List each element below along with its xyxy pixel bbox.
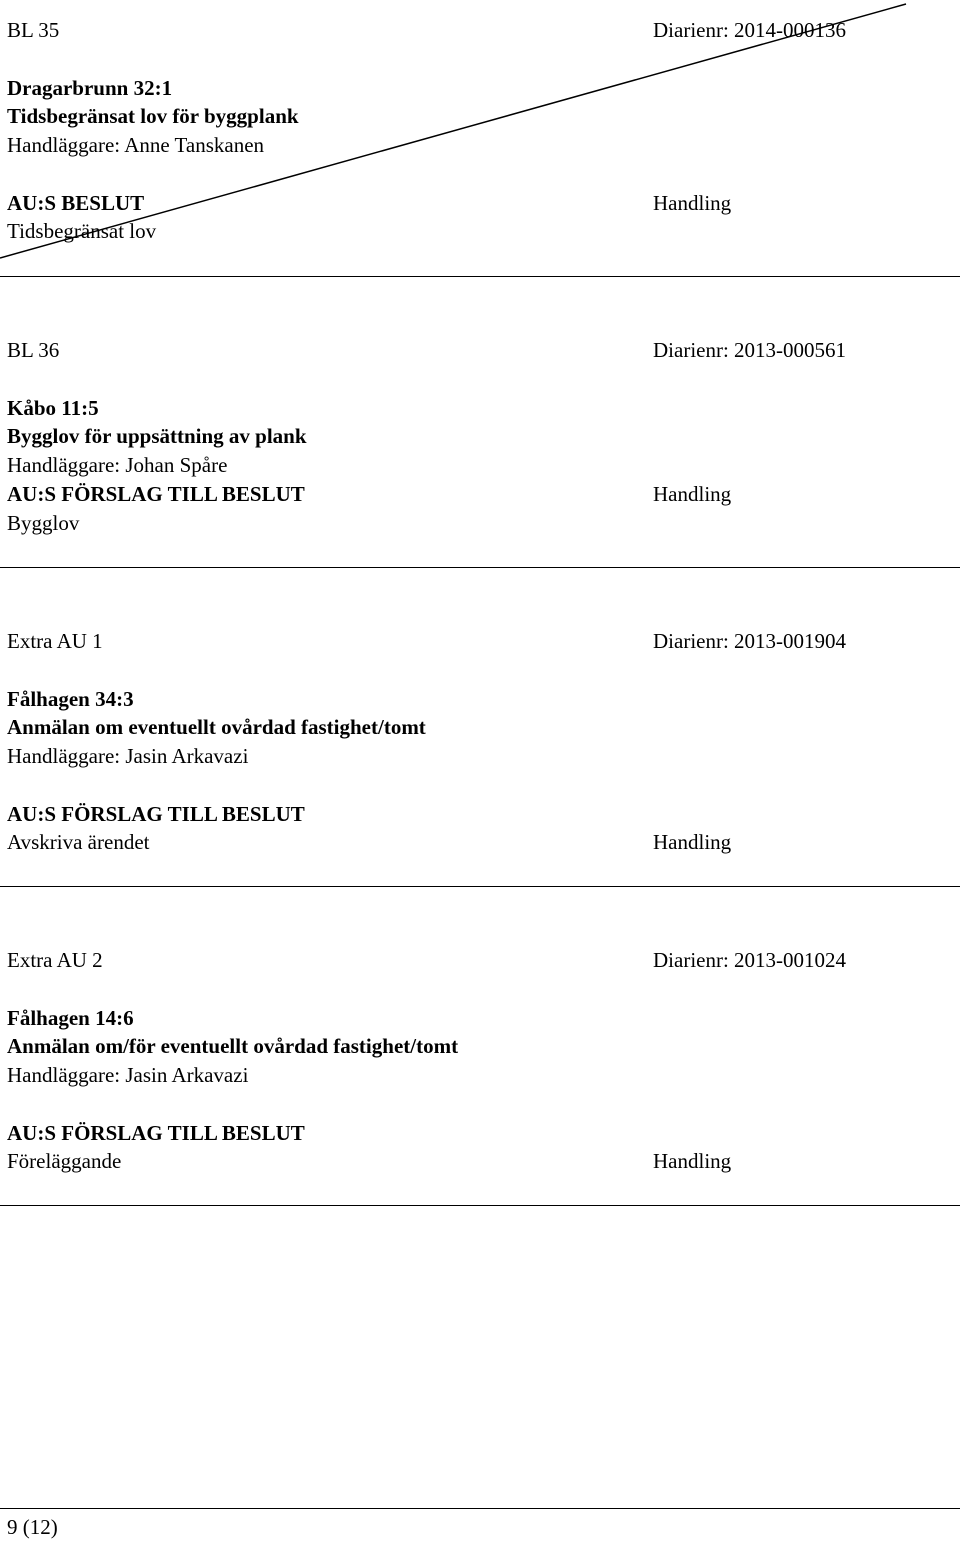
handling-label: Handling [653, 482, 732, 506]
subject: Anmälan om eventuellt ovårdad fastighet/tomt [7, 715, 426, 739]
page-number: 9 (12) [7, 1515, 58, 1539]
section-divider [0, 276, 960, 277]
handling-label: Handling [653, 830, 732, 854]
item-id: Extra AU 1 [7, 629, 103, 653]
decision-heading: AU:S BESLUT [7, 191, 145, 215]
diarienr: Diarienr: 2014-000136 [653, 18, 847, 42]
decision-heading: AU:S FÖRSLAG TILL BESLUT [7, 802, 305, 826]
item-id: BL 36 [7, 338, 60, 362]
handler: Handläggare: Johan Spåre [7, 453, 228, 477]
footer-rule [0, 1508, 960, 1509]
decision-heading: AU:S FÖRSLAG TILL BESLUT [7, 1121, 305, 1145]
item-id: BL 35 [7, 18, 60, 42]
diarienr: Diarienr: 2013-001024 [653, 948, 847, 972]
property-name: Kåbo 11:5 [7, 396, 99, 420]
handler: Handläggare: Jasin Arkavazi [7, 744, 249, 768]
subject: Anmälan om/för eventuellt ovårdad fastighet/tomt [7, 1034, 459, 1058]
subject: Bygglov för uppsättning av plank [7, 424, 307, 448]
handling-label: Handling [653, 191, 732, 215]
decision: Föreläggande [7, 1149, 122, 1173]
strike-through-line [0, 0, 960, 280]
diarienr: Diarienr: 2013-000561 [653, 338, 847, 362]
handling-label: Handling [653, 1149, 732, 1173]
subject: Tidsbegränsat lov för byggplank [7, 104, 299, 128]
decision: Bygglov [7, 511, 80, 535]
item-id: Extra AU 2 [7, 948, 103, 972]
property-name: Dragarbrunn 32:1 [7, 76, 173, 100]
diarienr: Diarienr: 2013-001904 [653, 629, 847, 653]
property-name: Fålhagen 14:6 [7, 1006, 134, 1030]
handler: Handläggare: Jasin Arkavazi [7, 1063, 249, 1087]
property-name: Fålhagen 34:3 [7, 687, 134, 711]
decision: Avskriva ärendet [7, 830, 150, 854]
handler: Handläggare: Anne Tanskanen [7, 133, 265, 157]
decision: Tidsbegränsat lov [7, 219, 157, 243]
section-divider [0, 567, 960, 568]
decision-heading: AU:S FÖRSLAG TILL BESLUT [7, 482, 305, 506]
section-divider [0, 1205, 960, 1206]
section-divider [0, 886, 960, 887]
